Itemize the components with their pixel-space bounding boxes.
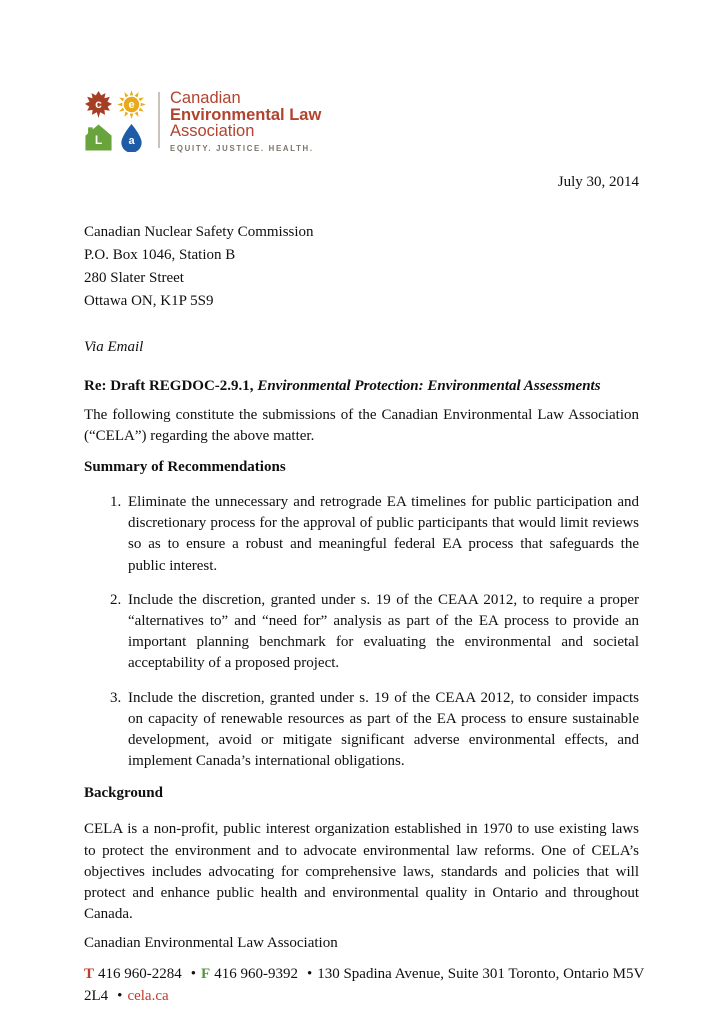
background-paragraph: CELA is a non-profit, public interest organization established in 1970 to use existing laws to protect the environment and to advocate environmental law reforms. One of CELA’s objectives includes advocating for comprehensive laws, standards and policies that will protect and enhance public health and environmental quality in Ontario and throughout Canada. — [84, 821, 639, 923]
delivery-method: Via Email — [84, 338, 144, 355]
telephone-number: 416 960-2284 — [98, 966, 182, 983]
logo-divider — [158, 92, 160, 148]
logo-letter-l: L — [94, 133, 103, 147]
bullet-separator: • — [306, 966, 313, 983]
street-address: 130 Spadina Avenue, Suite 301 Toronto, Ontario M5V — [317, 966, 645, 983]
logo-letter-c: c — [95, 97, 102, 111]
bullet-separator: • — [117, 987, 123, 1004]
intro-paragraph: The following constitute the submissions of the Canadian Environmental Law Association (“CELA”) regarding the above matter. — [84, 406, 639, 444]
contact-line-2 — [84, 986, 639, 1008]
logo-wordmark — [170, 90, 321, 153]
logo-letter-e: e — [128, 99, 135, 111]
recipient-line: 280 Slater Street — [84, 269, 184, 286]
recommendation-item: 2. Include the discretion, granted under s. 19 of the CEAA 2012, to require a proper “alternatives to” and “need for” analysis as part of the EA process to provide an important planning benchmark for evaluating the environmental and societal acceptability of a proposed project. — [125, 590, 639, 675]
bullet-separator: • — [190, 966, 197, 983]
brand-name-line3: Association — [170, 122, 255, 140]
telephone-label: T — [84, 966, 95, 983]
sun-icon — [117, 90, 146, 119]
recipient-address — [84, 221, 639, 313]
logo-letter-a: a — [128, 135, 135, 147]
recipient-line: P.O. Box 1046, Station B — [84, 246, 236, 263]
fax-number: 416 960-9392 — [214, 966, 298, 983]
cela-logo — [84, 90, 639, 153]
subject-prefix: Re: Draft REGDOC-2.9.1, — [84, 377, 258, 394]
organization-name: Canadian Environmental Law Association — [84, 935, 338, 952]
summary-heading: Summary of Recommendations — [84, 458, 286, 475]
recipient-line: Canadian Nuclear Safety Commission — [84, 223, 314, 240]
subject-line — [84, 378, 639, 395]
letter-date: July 30, 2014 — [557, 173, 639, 190]
recipient-line: Ottawa ON, K1P 5S9 — [84, 292, 214, 309]
maple-leaf-icon — [84, 90, 113, 119]
recommendations-list — [84, 492, 639, 772]
house-icon — [84, 123, 113, 152]
brand-tagline: EQUITY. JUSTICE. HEALTH. — [170, 143, 314, 153]
website-link[interactable]: cela.ca — [127, 987, 169, 1004]
brand-name-line2: Environmental Law — [170, 105, 322, 124]
contact-line-1 — [84, 964, 645, 986]
contact-footer — [84, 964, 645, 1007]
droplet-icon — [117, 123, 146, 152]
brand-name-line1: Canadian — [170, 89, 241, 107]
subject-title: Environmental Protection: Environmental Assessments — [257, 377, 601, 394]
background-heading: Background — [84, 785, 163, 802]
logo-icons-grid — [84, 90, 146, 152]
recommendation-item: 3. Include the discretion, granted under s. 19 of the CEAA 2012, to consider impacts on capacity of renewable resources as part of the EA process to ensure sustainable development, avoid or mitigate significant adverse environmental effects, and implement Canada’s international obligations. — [125, 688, 639, 773]
postal-code: 2L4 — [84, 987, 109, 1004]
recommendation-item: 1. Eliminate the unnecessary and retrograde EA timelines for public participation and discretionary process for the approval of public participants that would limit reviews so as to ensure a robust and meaningful federal EA process that safeguards the public interest. — [125, 492, 639, 577]
fax-label: F — [201, 966, 211, 983]
